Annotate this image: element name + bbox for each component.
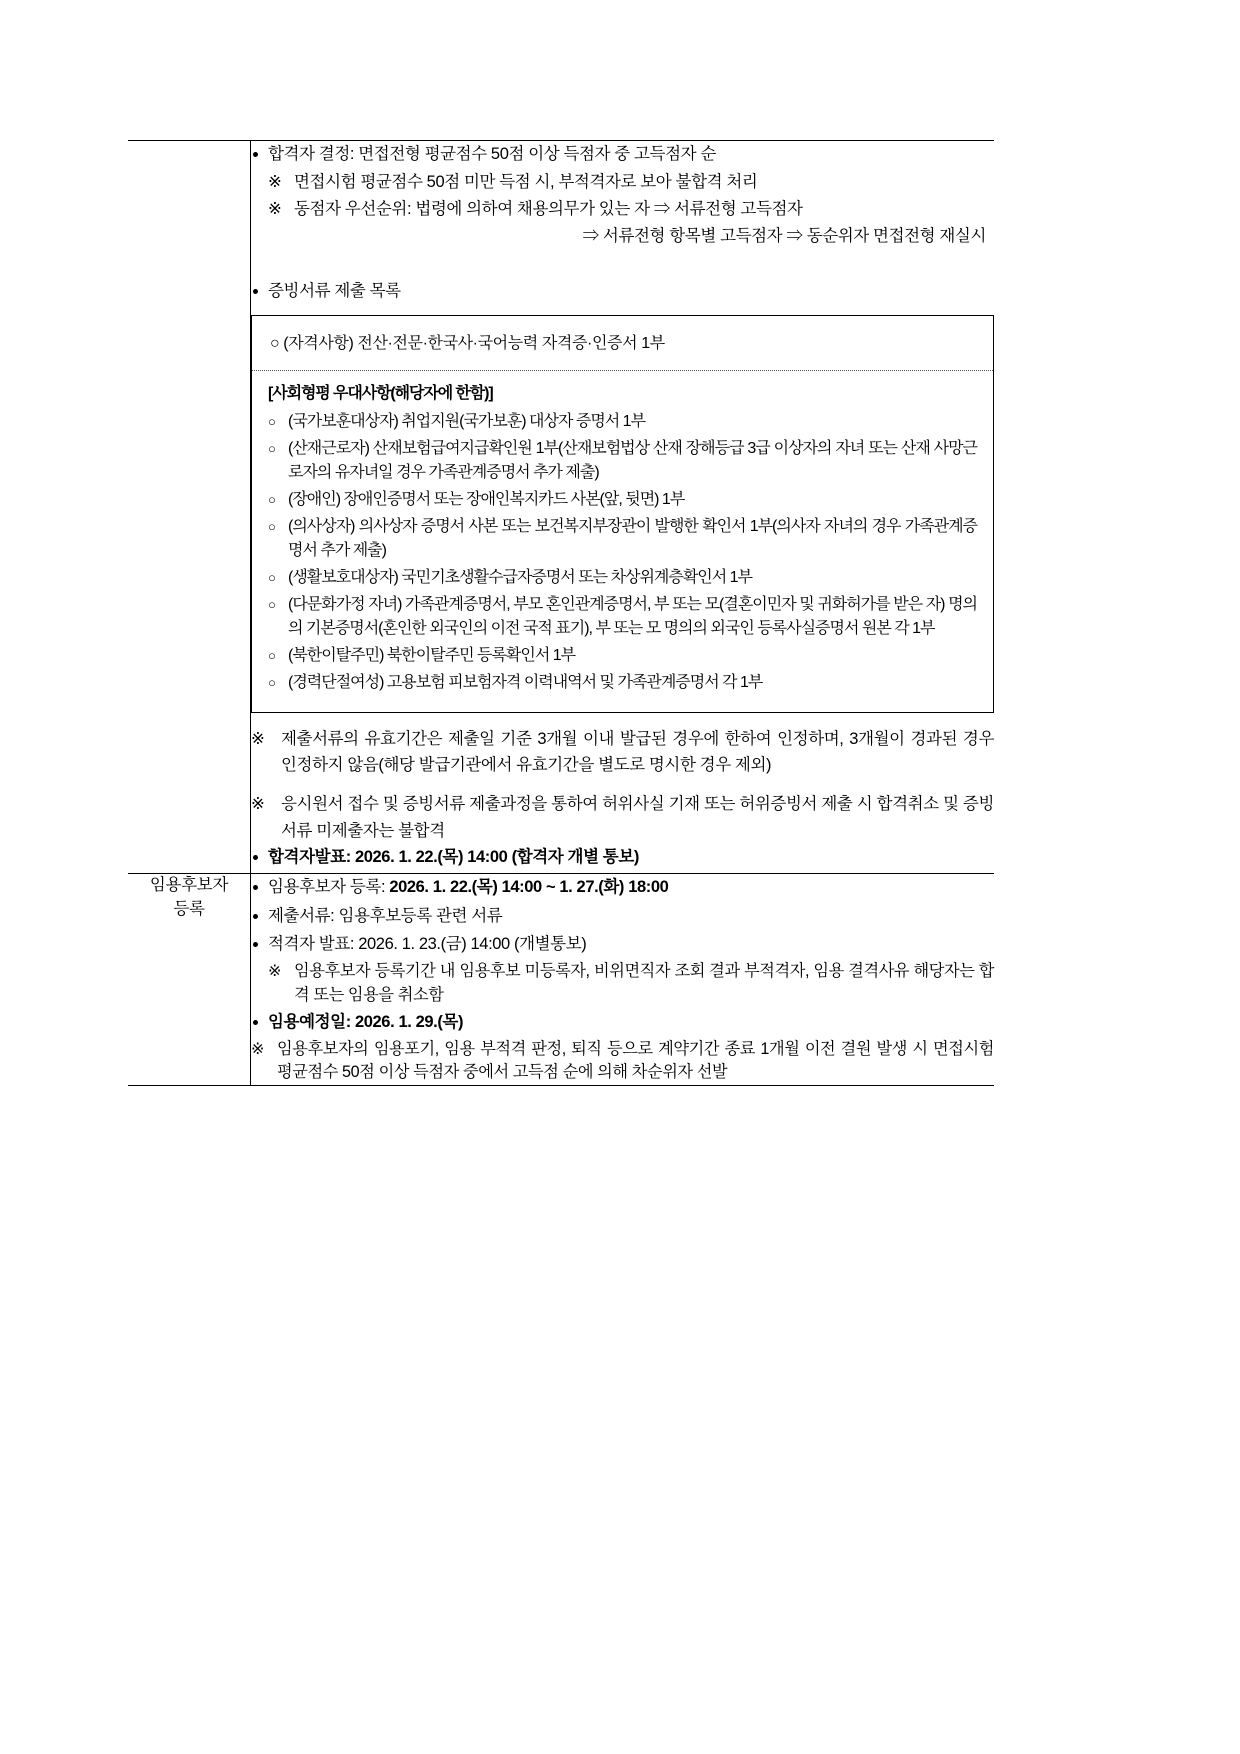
result-announcement-list xyxy=(251,844,994,871)
reference-mark: ※ xyxy=(251,1039,265,1058)
submission-docs: 제출서류: 임용후보등록 관련 서류 xyxy=(268,906,503,925)
reference-mark: ※ xyxy=(268,172,282,191)
bullet-text: 합격자 결정: 면접전형 평균점수 50점 이상 득점자 중 고득점자 순 xyxy=(268,145,716,163)
preference-item-list xyxy=(268,410,977,695)
list-item xyxy=(268,410,977,434)
list-item xyxy=(268,644,977,668)
note-line xyxy=(268,196,994,249)
list-item xyxy=(251,874,994,901)
item-text: ○ (장애인) 장애인증명서 또는 장애인복지카드 사본(앞, 뒷면) 1부 xyxy=(288,490,685,508)
note-text: 동점자 우선순위: 법령에 의하여 채용의무가 있는 자 ⇒ 서류전형 고득점자 xyxy=(294,200,803,219)
section1-bullet-list-2 xyxy=(251,278,994,305)
item-text: ○ (경력단절여성) 고용보험 피보험자격 이력내역서 및 가족관계증명서 각 1부 xyxy=(288,673,763,691)
list-item xyxy=(251,931,994,1007)
note-text: 면접시험 평균점수 50점 미만 득점 시, 부적격자로 보아 불합격 처리 xyxy=(294,172,758,191)
section2-label-cell xyxy=(128,873,251,1085)
spacer xyxy=(251,252,994,278)
item-text: ○ (북한이탈주민) 북한이탈주민 등록확인서 1부 xyxy=(288,646,576,664)
note-text: 임용후보자의 임용포기, 임용 부적격 판정, 퇴직 등으로 계약기간 종료 1개월 이전 결원 발생 시 면접시험 평균점수 50점 이상 득점자 중에서 고득점 순에 의해 차순위자 선발 xyxy=(277,1039,994,1082)
note-text-continued: ⇒ 서류전형 항목별 고득점자 ⇒ 동순위자 면접전형 재실시 xyxy=(582,227,986,246)
section2-bullet-list xyxy=(251,874,994,1036)
falsification-note xyxy=(251,791,994,844)
divider xyxy=(252,370,993,371)
list-item xyxy=(268,566,977,590)
list-item xyxy=(251,1009,994,1036)
list-item xyxy=(251,141,994,250)
list-item xyxy=(268,488,977,512)
appointment-date: 임용예정일: 2026. 1. 29.(목) xyxy=(268,1013,464,1031)
validity-note xyxy=(251,726,994,779)
reference-mark: ※ xyxy=(268,962,282,981)
section2-content-cell xyxy=(251,873,995,1085)
item-text: ○ (산재근로자) 산재보험급여지급확인원 1부(산재보험법상 산재 장해등급 3급 이상자의 자녀 또는 산재 사망근로자의 유자녀일 경우 가족관계증명서 추가 제출) xyxy=(288,439,977,481)
list-item xyxy=(251,844,994,871)
registration-label: 임용후보자 등록: xyxy=(268,877,390,896)
section2-label-line2: 등록 xyxy=(173,899,205,918)
reference-mark: ※ xyxy=(251,729,265,748)
table-row xyxy=(128,873,994,1085)
section1-label-cell xyxy=(128,141,251,874)
section1-content-cell xyxy=(251,141,995,874)
list-item xyxy=(251,903,994,930)
list-item xyxy=(268,671,977,695)
note-line xyxy=(268,960,994,1007)
section1-bullet-list xyxy=(251,141,994,250)
note-text: 제출서류의 유효기간은 제출일 기준 3개월 이내 발급된 경우에 한하여 인정하며, 3개월이 경과된 경우 인정하지 않음(해당 발급기관에서 유효기간을 별도로 명시한 경우 제외) xyxy=(281,729,994,774)
item-text: ○ (국가보훈대상자) 취업지원(국가보훈) 대상자 증명서 1부 xyxy=(288,412,646,430)
main-table xyxy=(128,140,994,1086)
item-text: ○ (의사상자) 의사상자 증명서 사본 또는 보건복지부장관이 발행한 확인서 1부(의사자 자녀의 경우 가족관계증명서 추가 제출) xyxy=(288,517,977,559)
item-text: ○ (생활보호대상자) 국민기초생활수급자증명서 또는 차상위계층확인서 1부 xyxy=(288,568,753,586)
eligible-announcement: 적격자 발표: 2026. 1. 23.(금) 14:00 (개별통보) xyxy=(268,935,587,954)
list-item xyxy=(251,278,994,305)
reference-mark: ※ xyxy=(268,200,282,219)
reference-mark: ※ xyxy=(251,795,265,814)
successor-note xyxy=(251,1038,994,1085)
note-text: 응시원서 접수 및 증빙서류 제출과정을 통하여 허위사실 기재 또는 허위증빙서 제출 시 합격취소 및 증빙서류 미제출자는 불합격 xyxy=(281,795,994,840)
list-item xyxy=(268,515,977,563)
registration-period: 2026. 1. 22.(목) 14:00 ~ 1. 27.(화) 18:00 xyxy=(389,877,669,896)
item-text: ○ (다문화가정 자녀) 가족관계증명서, 부모 혼인관계증명서, 부 또는 모(결혼이민자 및 귀화허가를 받은 자) 명의의 기본증명서(혼인한 외국인의 이전 국적 표기), 부 또는 모 명의의 외국인 등록사실증명서 원본 각 1부 xyxy=(288,595,977,637)
note-line xyxy=(268,169,994,196)
list-item xyxy=(268,437,977,485)
table-row xyxy=(128,141,994,874)
section2-label-line1: 임용후보자 xyxy=(149,875,229,894)
result-text: 합격자발표: 2026. 1. 22.(목) 14:00 (합격자 개별 통보) xyxy=(268,848,639,867)
list-item xyxy=(268,593,977,641)
note-text: 임용후보자 등록기간 내 임용후보 미등록자, 비위면직자 조회 결과 부적격자, 임용 결격사유 해당자는 합격 또는 임용을 취소함 xyxy=(294,962,994,1004)
qualification-item: ○ (자격사항) 전산·전문·한국사·국어능력 자격증·인증서 1부 xyxy=(270,334,665,352)
bullet-text: 증빙서류 제출 목록 xyxy=(268,281,401,300)
documents-box xyxy=(251,315,994,713)
preference-heading: [사회형평 우대사항(해당자에 한함)] xyxy=(268,384,493,402)
